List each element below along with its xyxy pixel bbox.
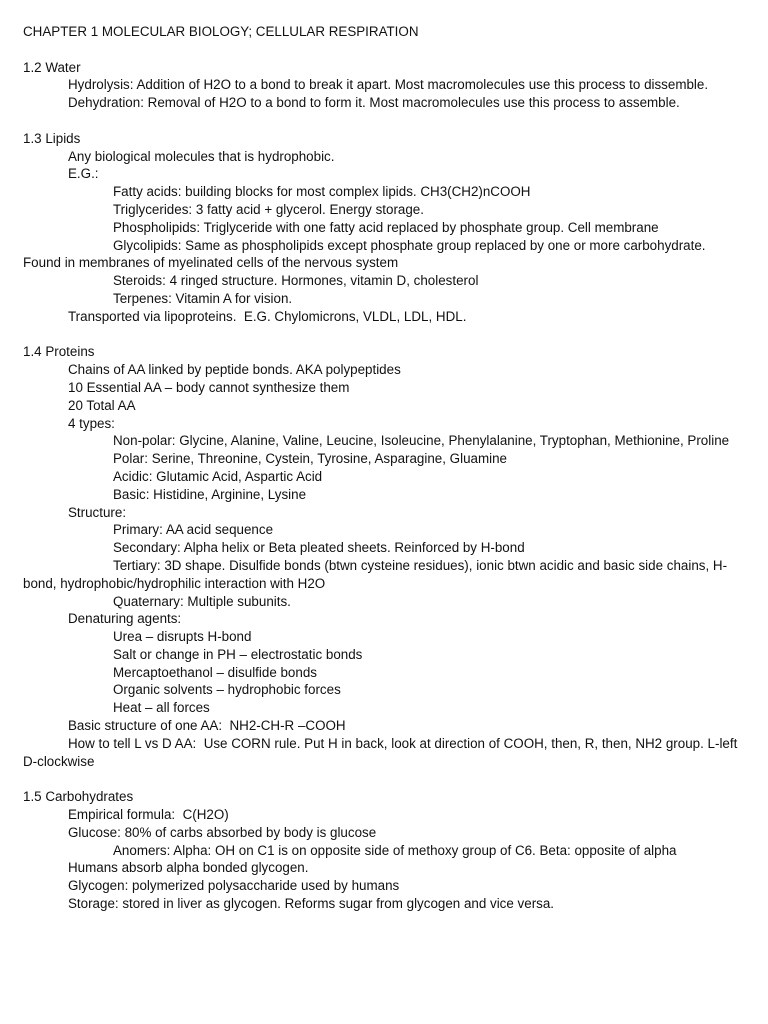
item: Dehydration: Removal of H2O to a bond to form it. Most macromolecules use this process to assemble. <box>68 95 680 111</box>
sub-item: Primary: AA acid sequence <box>113 522 274 538</box>
section-heading: 1.4 Proteins <box>23 344 95 360</box>
item: 10 Essential AA – body cannot synthesize them <box>68 379 350 395</box>
sub-item: Salt or change in PH – electrostatic bonds <box>113 646 363 662</box>
sub-item: Steroids: 4 ringed structure. Hormones, vitamin D, cholesterol <box>113 273 479 289</box>
chapter-title: CHAPTER 1 MOLECULAR BIOLOGY; CELLULAR RESPIRATION <box>23 24 419 39</box>
item: Basic structure of one AA: NH2-CH-R –COOH <box>68 718 346 734</box>
item: Empirical formula: C(H2O) <box>68 807 229 823</box>
section-4 <box>23 788 745 913</box>
item: Glucose: 80% of carbs absorbed by body is glucose <box>68 824 377 840</box>
sub-item: Anomers: Alpha: OH on C1 is on opposite side of methoxy group of C6. Beta: opposite of alpha <box>113 842 677 858</box>
sub-item: Triglycerides: 3 fatty acid + glycerol. Energy storage. <box>113 201 424 217</box>
item: E.G.: <box>68 166 99 182</box>
sub-item: Mercaptoethanol – disulfide bonds <box>113 664 317 680</box>
item: Glycogen: polymerized polysaccharide used by humans <box>68 878 400 894</box>
sub-item: Secondary: Alpha helix or Beta pleated sheets. Reinforced by H-bond <box>113 540 525 556</box>
section-spacer <box>23 770 745 788</box>
sub-item: Urea – disrupts H-bond <box>113 629 252 645</box>
section-spacer <box>23 112 745 130</box>
item: 20 Total AA <box>68 397 136 413</box>
section-heading: 1.2 Water <box>23 59 81 75</box>
sub-item: Tertiary: 3D shape. Disulfide bonds (btwn cysteine residues), ionic btwn acidic and basic side chains, H-bond, hydrophobic/hydrophilic interaction with H2O <box>23 557 728 591</box>
item: Transported via lipoproteins. E.G. Chylomicrons, VLDL, LDL, HDL. <box>68 308 467 324</box>
sections-container <box>23 59 745 913</box>
sub-item: Glycolipids: Same as phospholipids except phosphate group replaced by one or more carbohydrate. Found in membranes of myelinated cells of the nervous system <box>23 237 710 271</box>
item: Structure: <box>68 504 127 520</box>
item: Hydrolysis: Addition of H2O to a bond to break it apart. Most macromolecules use this process to dissemble. <box>68 77 709 93</box>
sub-item: Organic solvents – hydrophobic forces <box>113 682 341 698</box>
item: Humans absorb alpha bonded glycogen. <box>68 860 309 876</box>
item: How to tell L vs D AA: Use CORN rule. Put H in back, look at direction of COOH, then, R, then, NH2 group. L-left D-clockwise <box>23 735 742 769</box>
section-1 <box>23 59 745 130</box>
section-heading: 1.3 Lipids <box>23 130 81 146</box>
sub-item: Acidic: Glutamic Acid, Aspartic Acid <box>113 468 323 484</box>
section-spacer <box>23 326 745 344</box>
item: Storage: stored in liver as glycogen. Reforms sugar from glycogen and vice versa. <box>68 896 555 912</box>
sub-item: Polar: Serine, Threonine, Cystein, Tyrosine, Asparagine, Gluamine <box>113 451 507 467</box>
sub-item: Quaternary: Multiple subunits. <box>113 593 291 609</box>
item: Denaturing agents: <box>68 611 182 627</box>
section-3 <box>23 343 745 788</box>
document-page <box>23 23 745 913</box>
sub-item: Non-polar: Glycine, Alanine, Valine, Leucine, Isoleucine, Phenylalanine, Tryptophan, Methionine, Proline <box>113 433 730 449</box>
sub-item: Heat – all forces <box>113 700 210 716</box>
sub-item: Phospholipids: Triglyceride with one fatty acid replaced by phosphate group. Cell membrane <box>113 219 659 235</box>
sub-item: Terpenes: Vitamin A for vision. <box>113 290 293 306</box>
sub-item: Basic: Histidine, Arginine, Lysine <box>113 486 307 502</box>
item: Any biological molecules that is hydrophobic. <box>68 148 335 164</box>
item: 4 types: <box>68 415 115 431</box>
sub-item: Fatty acids: building blocks for most complex lipids. CH3(CH2)nCOOH <box>113 184 531 200</box>
item: Chains of AA linked by peptide bonds. AKA polypeptides <box>68 362 401 378</box>
section-heading: 1.5 Carbohydrates <box>23 789 134 805</box>
section-2 <box>23 130 745 344</box>
